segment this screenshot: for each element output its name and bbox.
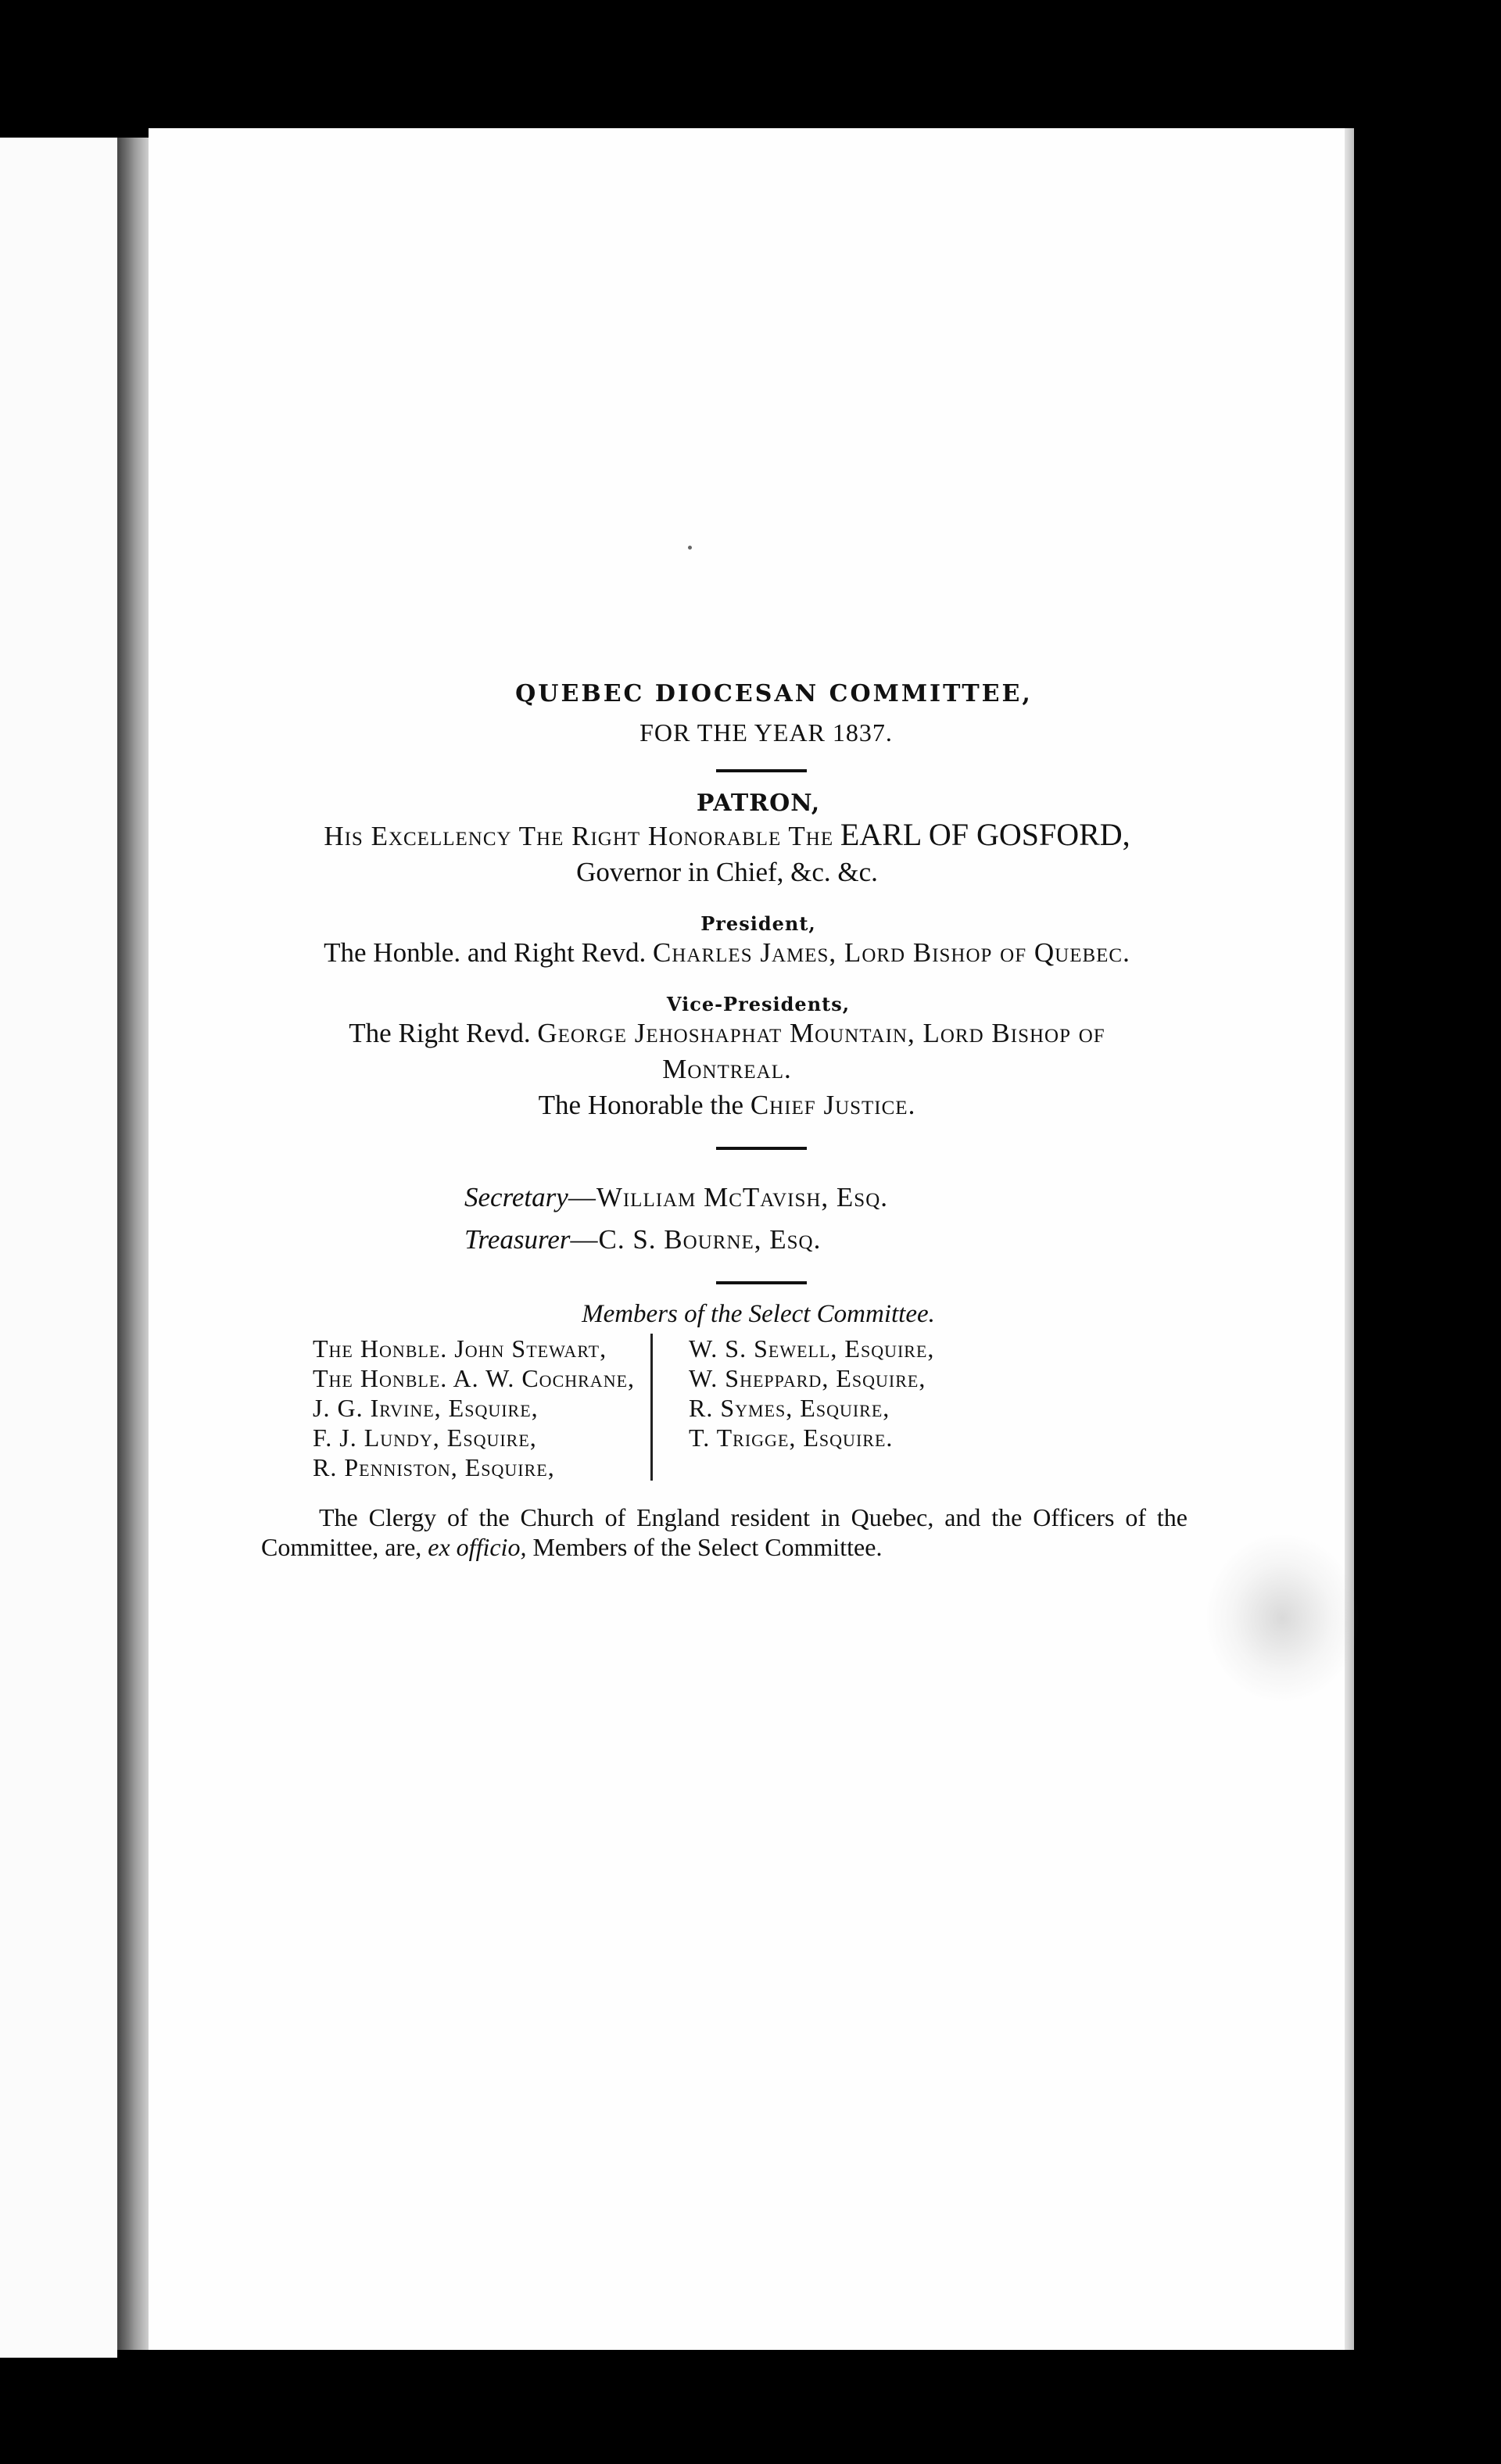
member-name: T. Trigge, Esquire. bbox=[689, 1424, 894, 1452]
note-text: The Clergy of the Church of England resident in Quebec, and the Officers of the Committee, are, bbox=[261, 1503, 1188, 1561]
note-italic: ex officio, bbox=[428, 1533, 527, 1561]
member-name: J. G. Irvine, Esquire, bbox=[313, 1394, 539, 1422]
spine-shadow bbox=[117, 138, 149, 2350]
vice-presidents-heading: Vice-Presidents, bbox=[666, 993, 851, 1015]
members-column-right bbox=[653, 1334, 934, 1481]
page-edge-shadow bbox=[1345, 128, 1354, 2350]
note-text: Members of the Select Committee. bbox=[532, 1533, 883, 1561]
ex-officio-note bbox=[261, 1502, 1188, 1562]
member-name: W. S. Sewell, Esquire, bbox=[689, 1334, 935, 1363]
member-name: R. Symes, Esquire, bbox=[689, 1394, 890, 1422]
document-title: QUEBEC DIOCESAN COMMITTEE, bbox=[515, 680, 1033, 707]
vice-president-2 bbox=[258, 1087, 1196, 1123]
vice-president-2-title: The Honorable the bbox=[538, 1090, 744, 1120]
treasurer-name: —C. S. Bourne, Esq. bbox=[570, 1224, 822, 1255]
secretary-role: Secretary bbox=[464, 1182, 568, 1212]
member-name: W. Sheppard, Esquire, bbox=[689, 1364, 926, 1392]
president-heading: President, bbox=[700, 912, 816, 935]
vice-president-1-title: The Right Revd. bbox=[349, 1018, 531, 1048]
patron-line bbox=[258, 817, 1196, 854]
patron-name: EARL OF GOSFORD, bbox=[840, 817, 1130, 852]
vice-president-1 bbox=[258, 1015, 1196, 1051]
divider bbox=[716, 769, 807, 772]
member-name: The Honble. John Stewart, bbox=[313, 1334, 607, 1363]
vice-president-1-name: George Jehoshaphat Mountain, Lord Bishop of bbox=[537, 1018, 1105, 1048]
members-column-left bbox=[313, 1334, 653, 1481]
vice-president-2-name: Chief Justice. bbox=[750, 1090, 916, 1120]
patron-office: Governor in Chief, &c. &c. bbox=[576, 857, 878, 887]
treasurer-line bbox=[464, 1219, 1196, 1261]
member-name: R. Penniston, Esquire, bbox=[313, 1453, 555, 1481]
member-name: F. J. Lundy, Esquire, bbox=[313, 1424, 537, 1452]
document-subtitle: FOR THE YEAR 1837. bbox=[639, 718, 893, 747]
vice-president-1-see: Montreal. bbox=[662, 1054, 792, 1084]
patron-title: His Excellency The Right Honorable The bbox=[324, 821, 834, 851]
members-title: Members of the Select Committee. bbox=[582, 1300, 935, 1328]
document-body bbox=[258, 680, 1196, 1562]
president-name: Charles James, Lord Bishop of Quebec. bbox=[653, 937, 1130, 968]
left-page-edge bbox=[0, 138, 117, 2358]
president-title: The Honble. and Right Revd. bbox=[324, 937, 647, 968]
secretary-name: —William McTavish, Esq. bbox=[568, 1182, 889, 1212]
members-list bbox=[313, 1334, 1196, 1481]
president-line bbox=[258, 935, 1196, 971]
divider bbox=[716, 1281, 807, 1284]
patron-heading: PATRON, bbox=[696, 790, 821, 817]
speck bbox=[688, 546, 692, 550]
treasurer-role: Treasurer bbox=[464, 1224, 571, 1255]
divider bbox=[716, 1147, 807, 1150]
secretary-line bbox=[464, 1176, 1196, 1219]
member-name: The Honble. A. W. Cochrane, bbox=[313, 1364, 636, 1392]
